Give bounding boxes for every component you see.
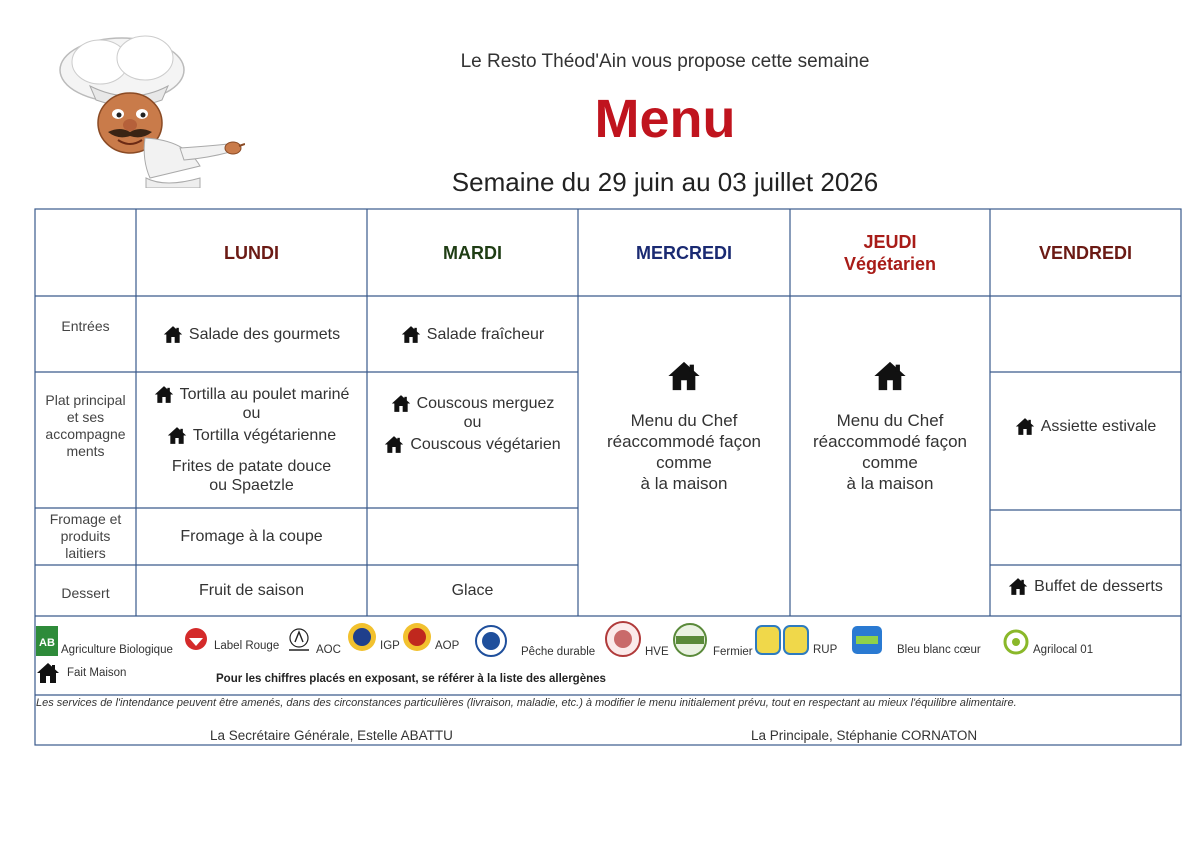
lundi-fromage: Fromage à la coupe	[180, 528, 323, 545]
legend-rup: RUP	[754, 624, 837, 656]
disclaimer: Les services de l'intendance peuvent être amenés, dans des circonstances particulières (livraison, maladie, etc.) à modifier le menu initialement prévu, tout en respectant au mieux l'équilibre alimentaire.	[36, 697, 1017, 709]
peche-durable-icon	[474, 624, 508, 658]
legend-aoc: AOC	[285, 626, 341, 656]
mardi-plat: Couscous merguez ou Couscous végétarien	[367, 372, 578, 508]
intro-text: Le Resto Théod'Ain vous propose cette semaine	[460, 51, 870, 72]
lundi-plat: Tortilla au poulet mariné ou Tortilla végétarienne Frites de patate douce ou Spaetzle	[136, 372, 367, 508]
legend-label-rouge: Label Rouge	[181, 626, 279, 652]
svg-text:AB: AB	[39, 637, 55, 649]
row-label-plat: Plat principal et ses accompagne ments	[45, 392, 126, 459]
page-title: Menu	[594, 89, 736, 149]
fait-maison-icon	[1015, 417, 1035, 436]
day-vendredi: VENDREDI	[1038, 242, 1132, 263]
header-jeudi	[790, 209, 990, 296]
mardi-entree: Salade fraîcheur	[367, 296, 578, 372]
aoc-icon	[285, 626, 313, 656]
label-rouge-icon	[181, 626, 211, 652]
day-jeudi-subtitle: Végétarien	[843, 253, 937, 274]
legend-agrilocal: Agrilocal 01	[1002, 628, 1093, 656]
row-label-fromage: Fromage et produits laitiers	[49, 511, 122, 561]
day-jeudi: JEUDI	[863, 231, 917, 252]
signature-principale: La Principale, Stéphanie CORNATON	[751, 728, 978, 743]
mardi-dessert: Glace	[451, 582, 494, 599]
vendredi-plat: Assiette estivale	[990, 372, 1181, 480]
jeudi-menu: Menu du Chef réaccommodé façon comme à la maison	[790, 296, 990, 616]
rup-icon	[754, 624, 810, 656]
legend-igp: IGP	[347, 622, 400, 652]
legend-aop: AOP	[402, 622, 459, 652]
row-label-entrees: Entrées	[61, 317, 110, 334]
header-vendredi	[990, 209, 1181, 296]
fermier-icon	[670, 622, 710, 658]
fait-maison-icon	[36, 662, 60, 684]
fait-maison-icon	[401, 325, 421, 344]
fait-maison-icon	[873, 360, 907, 392]
lundi-entree: Salade des gourmets	[136, 296, 367, 372]
row-label-dessert: Dessert	[61, 585, 110, 601]
header-mercredi	[578, 209, 790, 296]
week-range: Semaine du 29 juin au 03 juillet 2026	[451, 167, 879, 197]
legend-fermier: Fermier	[670, 622, 753, 658]
legend-hve: HVE	[604, 620, 669, 658]
igp-icon	[347, 622, 377, 652]
legend-bio: AB Agriculture Biologique	[36, 626, 173, 656]
legend-peche: Pêche durable	[474, 624, 595, 658]
header-lundi	[136, 209, 367, 296]
fait-maison-icon	[1008, 577, 1028, 596]
legend-fait-maison: Fait Maison	[36, 662, 126, 684]
fait-maison-icon	[391, 394, 411, 413]
allergen-note: Pour les chiffres placés en exposant, se référer à la liste des allergènes	[216, 673, 606, 685]
day-lundi: LUNDI	[224, 242, 279, 263]
mercredi-menu: Menu du Chef réaccommodé façon comme à la maison	[578, 296, 790, 616]
hve-icon	[604, 620, 642, 658]
day-mercredi: MERCREDI	[635, 242, 732, 263]
fait-maison-icon	[163, 325, 183, 344]
signature-secretaire: La Secrétaire Générale, Estelle ABATTU	[210, 728, 453, 743]
aop-icon	[402, 622, 432, 652]
fait-maison-icon	[167, 426, 187, 445]
fait-maison-icon	[667, 360, 701, 392]
agrilocal-icon	[1002, 628, 1030, 656]
lundi-dessert: Fruit de saison	[199, 582, 304, 599]
bleu-blanc-coeur-icon	[850, 624, 884, 656]
vendredi-dessert: Buffet de desserts	[990, 565, 1181, 607]
fait-maison-icon	[384, 435, 404, 454]
fait-maison-icon	[154, 385, 174, 404]
legend-bleu-blanc-coeur: Bleu blanc cœur	[850, 624, 981, 656]
ab-logo-icon	[36, 626, 58, 656]
header-mardi	[367, 209, 578, 296]
day-mardi: MARDI	[443, 242, 502, 263]
